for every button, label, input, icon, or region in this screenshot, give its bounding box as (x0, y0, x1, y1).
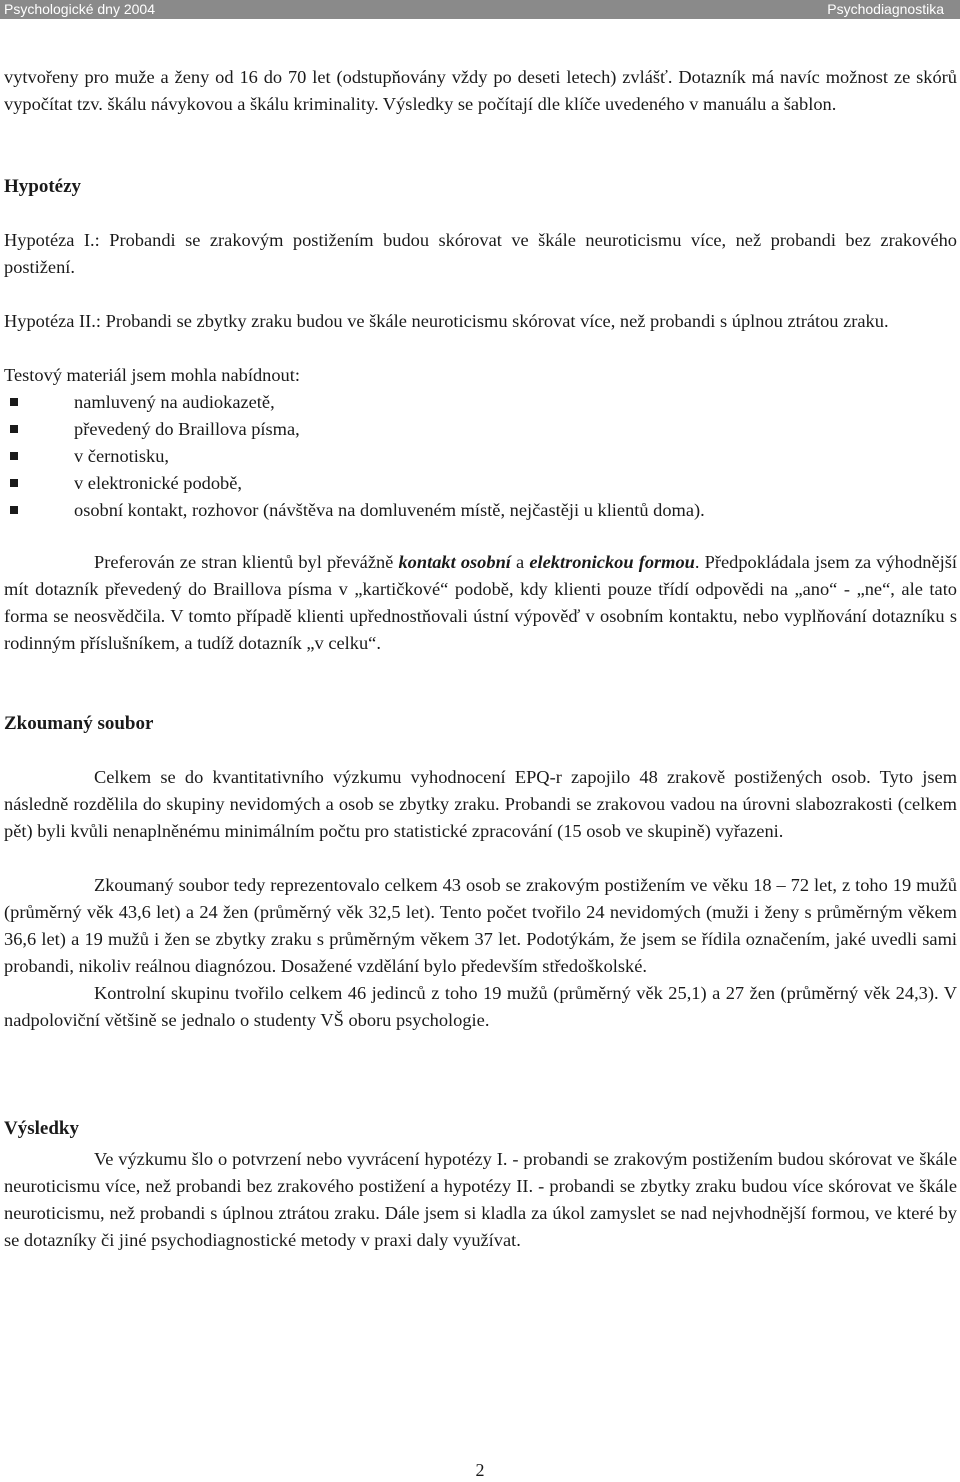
emphasis-personal-contact: kontakt osobní (398, 552, 511, 572)
list-item (4, 389, 957, 416)
page-header (0, 0, 960, 19)
preference-text-1: Preferován ze stran klientů byl převážně (94, 552, 399, 572)
list-item (4, 443, 957, 470)
results-paragraph: Ve výzkumu šlo o potvrzení nebo vyvrácení hypotézy I. - probandi se zrakovým postižením budou skórovat ve škále neuroticismu více, než probandi bez zrakového postižení a hypotézy II. - probandi se zbytky zraku budou více skórovat ve škále neuroticismu, než probandi s úplnou ztrátou zraku. Dále jsem si kladla za úkol zamyslet se nad nejvhodnější formou, ve které by se dotazníky či jiné psychodiagnostické metody v praxi daly využívat. (4, 1149, 957, 1250)
hypotheses-heading: Hypotézy (4, 176, 82, 197)
hypothesis-1: Hypotéza I.: Probandi se zrakovým postižením budou skórovat ve škále neuroticismu více, než probandi bez zrakového postižení. (4, 230, 957, 277)
list-item-text: v černotisku, (74, 446, 169, 466)
document-body (4, 64, 957, 1254)
page-number: 2 (475, 1460, 485, 1480)
emphasis-electronic-form: elektronickou formou (529, 552, 695, 572)
header-section: Psychodiagnostika (827, 1, 944, 17)
list-item-text: převedený do Braillova písma, (74, 419, 300, 439)
sample-paragraph-2: Zkoumaný soubor tedy reprezentovalo celkem 43 osob se zrakovým postižením ve věku 18 – 72 let, z toho 19 mužů (průměrný věk 43,6 let) a 24 žen (průměrný věk 32,5 let). Tento počet tvořilo 24 nevidomých (muži i ženy s průměrným věkem 36,6 let) a 19 mužů i žen se zbytky zraku s průměrným věkem 37 let. Podotýkám, že jsem se řídila označením, jaké uvedli sami probandi, nikoliv reálnou diagnózou. Dosažené vzdělání bylo především středoškolské. (4, 875, 957, 976)
sample-paragraph-3: Kontrolní skupinu tvořilo celkem 46 jedinců z toho 19 mužů (průměrný věk 25,1) a 27 žen (průměrný věk 24,3). V nadpoloviční většině se jednalo o studenty VŠ oboru psychologie. (4, 983, 957, 1030)
list-item-text: v elektronické podobě, (74, 473, 243, 493)
list-item (4, 470, 957, 497)
bullet-square-icon (10, 425, 18, 433)
list-item (4, 497, 957, 524)
hypothesis-2: Hypotéza II.: Probandi se zbytky zraku budou ve škále neuroticismu skórovat více, než probandi s úplnou ztrátou zraku. (4, 311, 889, 331)
list-item (4, 416, 957, 443)
sample-heading: Zkoumaný soubor (4, 713, 154, 734)
material-intro: Testový materiál jsem mohla nabídnout: (4, 365, 300, 385)
preference-paragraph (4, 549, 957, 657)
preference-text-3: . Předpokládala jsem za výhodnější mít dotazník převedený do Braillova písma v „kartičkové“ podobě, kdy klienti pouze třídí odpovědi na „ano“ - „ne“, ale tato forma se neosvědčila. V tomto případě klienti upřednostňovali ústní výpověď v osobním kontaktu, nebo vyplňování dotazníku s rodinným příslušníkem, a tudíž dotazník „v celku“. (4, 552, 957, 653)
material-list (4, 389, 957, 524)
preference-text-2: a (510, 552, 530, 572)
sample-paragraph-1: Celkem se do kvantitativního výzkumu vyhodnocení EPQ-r zapojilo 48 zrakově postižených osob. Tyto jsem následně rozdělila do skupiny nevidomých a osob se zbytky zraku. Probandi se zrakovou vadou na úrovni slabozrakosti (celkem pět) byli kvůli nenaplněnému minimálním počtu pro statistické zpracování (15 osob ve skupině) vyřazeni. (4, 767, 957, 841)
list-item-text: osobní kontakt, rozhovor (návštěva na domluveném místě, nejčastěji u klientů doma). (74, 500, 705, 520)
bullet-square-icon (10, 506, 18, 514)
results-heading: Výsledky (4, 1118, 79, 1139)
bullet-square-icon (10, 452, 18, 460)
header-conference: Psychologické dny 2004 (4, 1, 155, 17)
list-item-text: namluvený na audiokazetě, (74, 392, 275, 412)
intro-paragraph: vytvořeny pro muže a ženy od 16 do 70 let (odstupňovány vždy po deseti letech) zvlášť. Dotazník má navíc možnost ze skórů vypočítat tzv. škálu návykovou a škálu kriminality. Výsledky se počítají dle klíče uvedeného v manuálu a šablon. (4, 67, 957, 114)
bullet-square-icon (10, 479, 18, 487)
bullet-square-icon (10, 398, 18, 406)
